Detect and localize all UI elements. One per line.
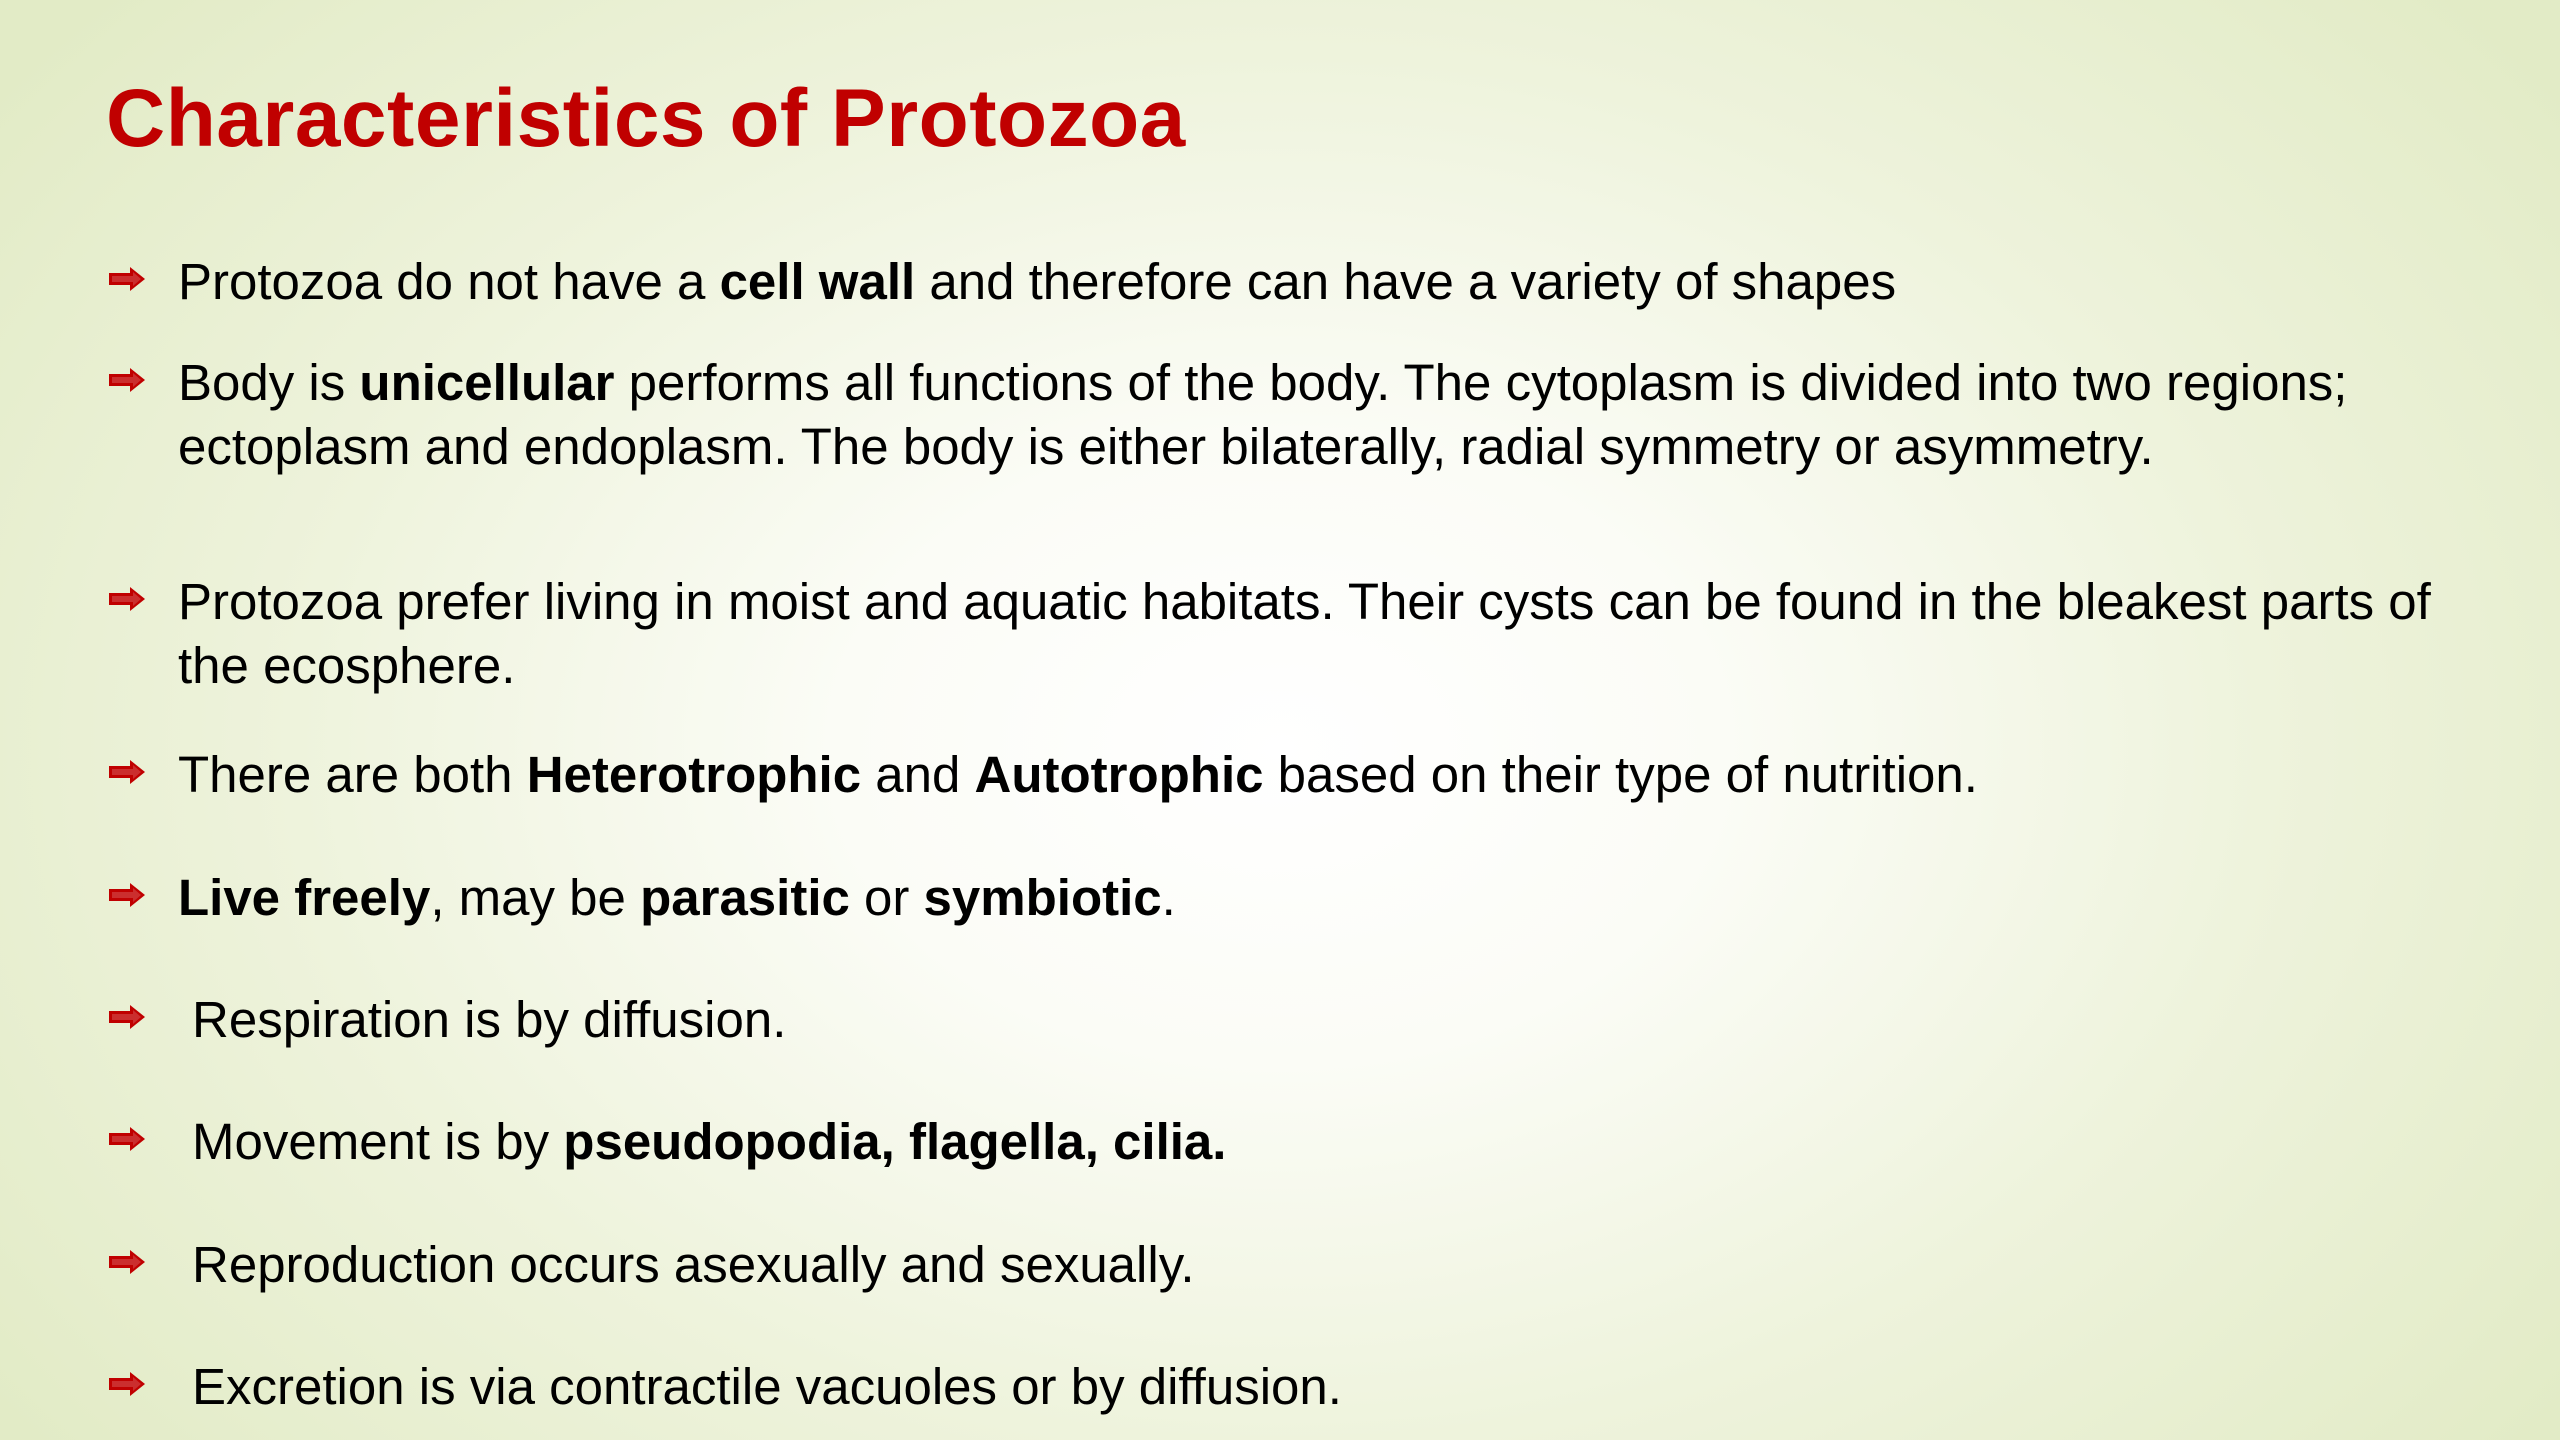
text-run: based on their type of nutrition.	[1263, 746, 1978, 803]
text-run: , may be	[430, 869, 641, 926]
bold-text-run: cell wall	[719, 253, 916, 310]
bold-text-run: pseudopodia, flagella, cilia.	[563, 1113, 1227, 1170]
text-run: or	[849, 869, 924, 926]
bullet-text	[192, 1233, 2452, 1297]
bold-text-run: symbiotic	[923, 869, 1162, 926]
text-run: Protozoa prefer living in moist and aquatic habitats. Their cysts can be found in the bleakest parts of the ecosphere.	[178, 573, 2431, 694]
text-run: There are both	[178, 746, 527, 803]
text-run: Respiration is by diffusion.	[192, 991, 787, 1048]
arrow-bullet-icon	[108, 1004, 146, 1030]
arrow-bullet-icon	[108, 882, 146, 908]
bold-text-run: unicellular	[359, 354, 615, 411]
arrow-bullet-icon	[108, 759, 146, 785]
bold-text-run: Autotrophic	[974, 746, 1264, 803]
text-run: Protozoa do not have a	[178, 253, 720, 310]
bold-text-run: Live freely	[178, 869, 431, 926]
arrow-bullet-icon	[108, 586, 146, 612]
arrow-bullet-icon	[108, 1371, 146, 1397]
text-run: Body is	[178, 354, 360, 411]
text-run: Excretion is via contractile vacuoles or by diffusion.	[192, 1358, 1342, 1415]
text-run: .	[1161, 869, 1176, 926]
bold-text-run: parasitic	[640, 869, 850, 926]
bullet-text	[178, 570, 2438, 698]
bullet-text	[192, 988, 2452, 1052]
bullet-text	[192, 1110, 2452, 1174]
arrow-bullet-icon	[108, 1249, 146, 1275]
text-run: Movement is by	[192, 1113, 564, 1170]
arrow-bullet-icon	[108, 266, 146, 292]
bullet-text	[178, 250, 2438, 314]
text-run: performs all functions of the body. The cytoplasm is divided into two regions; ectoplasm and endoplasm. The body is either bilaterally, radial symmetry or asymmetry.	[178, 354, 2348, 475]
bullet-text	[192, 1355, 2452, 1419]
bullet-text	[178, 743, 2438, 807]
text-run: and therefore can have a variety of shapes	[915, 253, 1897, 310]
slide-title: Characteristics of Protozoa	[106, 73, 1186, 164]
text-run: Reproduction occurs asexually and sexually.	[192, 1236, 1195, 1293]
text-run: and	[861, 746, 975, 803]
arrow-bullet-icon	[108, 367, 146, 393]
bold-text-run: Heterotrophic	[526, 746, 862, 803]
arrow-bullet-icon	[108, 1126, 146, 1152]
bullet-text	[178, 351, 2438, 479]
bullet-text	[178, 866, 2438, 930]
